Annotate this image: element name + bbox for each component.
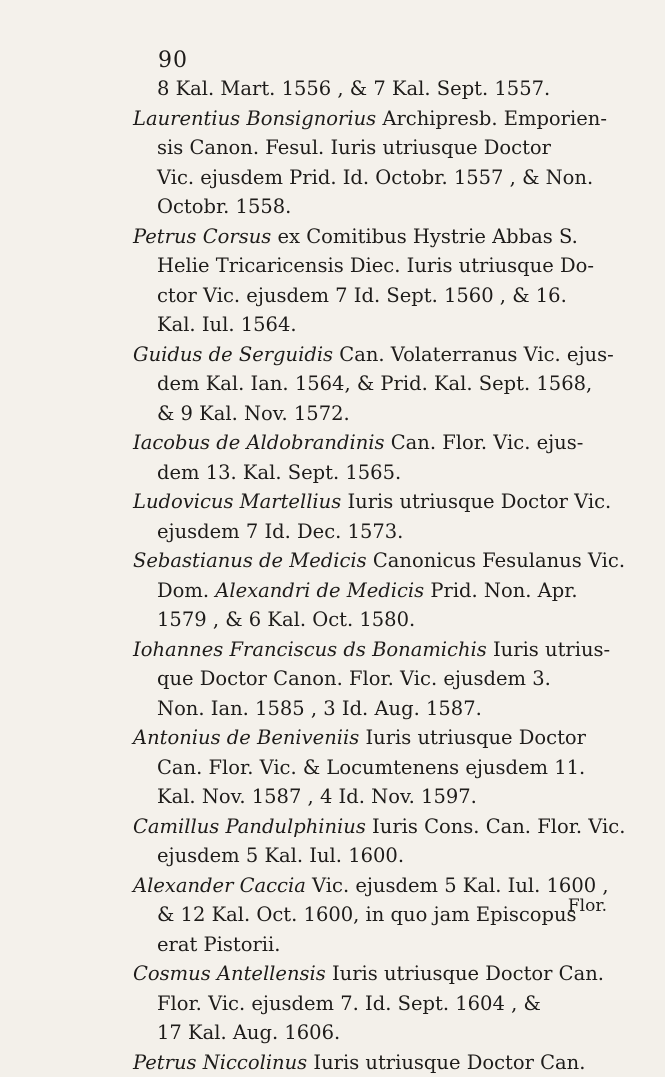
entry-line xyxy=(133,133,628,163)
italic-name: Cosmus Antellensis xyxy=(133,962,326,985)
italic-name: Ludovicus Martellius xyxy=(133,490,341,513)
roman-text: ex Comitibus Hystrie Abbas S. xyxy=(271,225,578,248)
roman-text: Kal. Iul. 1564. xyxy=(157,313,297,336)
roman-text: Can. Flor. Vic. ejus- xyxy=(385,431,584,454)
entry-line xyxy=(133,989,628,1019)
line-text xyxy=(133,871,609,901)
line-text xyxy=(157,664,551,694)
entry-line xyxy=(133,399,628,429)
entry-line xyxy=(133,930,628,960)
entry-first-line xyxy=(133,635,628,665)
entry-first-line xyxy=(133,487,628,517)
entry-first-line xyxy=(133,959,628,989)
italic-name: Laurentius Bonsignorius xyxy=(133,107,376,130)
line-text xyxy=(133,635,610,665)
italic-name: Camillus Pandulphinius xyxy=(133,815,366,838)
roman-text: Canonicus Fesulanus Vic. xyxy=(367,549,625,572)
entry-first-line xyxy=(133,812,628,842)
roman-text: Kal. Nov. 1587 , 4 Id. Nov. 1597. xyxy=(157,785,477,808)
entry-first-line xyxy=(133,104,628,134)
roman-text: que Doctor Canon. Flor. Vic. ejusdem 3. xyxy=(157,667,551,690)
line-text xyxy=(157,841,404,871)
line-text xyxy=(133,487,611,517)
entry-line xyxy=(133,841,628,871)
italic-name: Antonius de Beniveniis xyxy=(133,726,359,749)
entry-line xyxy=(133,458,628,488)
line-text xyxy=(157,900,577,930)
line-text xyxy=(133,428,583,458)
roman-text: 1579 , & 6 Kal. Oct. 1580. xyxy=(157,608,415,631)
entry-first-line xyxy=(133,340,628,370)
entry-line xyxy=(133,694,628,724)
line-text xyxy=(157,989,541,1019)
entry-line xyxy=(133,605,628,635)
italic-name: Guidus de Serguidis xyxy=(133,343,333,366)
line-text xyxy=(157,192,291,222)
italic-name: Iacobus de Aldobrandinis xyxy=(133,431,385,454)
entry-first-line xyxy=(133,1048,628,1077)
line-text xyxy=(133,546,625,576)
line-text xyxy=(133,1048,585,1077)
line-text xyxy=(133,222,578,252)
roman-text: Iuris utriusque Doctor Can. xyxy=(307,1051,585,1074)
line-text xyxy=(157,1018,340,1048)
entry-first-line xyxy=(133,723,628,753)
entry-first-line xyxy=(133,222,628,252)
line-text xyxy=(133,104,607,134)
line-text xyxy=(157,310,297,340)
entry-line xyxy=(133,576,628,606)
roman-text: Iuris utriusque Doctor xyxy=(359,726,586,749)
roman-text: Non. Ian. 1585 , 3 Id. Aug. 1587. xyxy=(157,697,482,720)
entry-line xyxy=(133,192,628,222)
italic-name: Petrus Niccolinus xyxy=(133,1051,307,1074)
roman-text: erat Pistorii. xyxy=(157,933,280,956)
roman-text: Helie Tricaricensis Diec. Iuris utriusque Do- xyxy=(157,254,594,277)
entry-first-line xyxy=(133,546,628,576)
roman-text: 8 Kal. Mart. 1556 , & 7 Kal. Sept. 1557. xyxy=(157,77,550,100)
catchword: Flor. xyxy=(568,896,607,916)
italic-name: Sebastianus de Medicis xyxy=(133,549,367,572)
roman-text: ejusdem 7 Id. Dec. 1573. xyxy=(157,520,403,543)
line-text xyxy=(157,782,477,812)
roman-text: Can. Volaterranus Vic. ejus- xyxy=(333,343,614,366)
line-text xyxy=(157,163,593,193)
entry-first-line xyxy=(133,428,628,458)
roman-text: Vic. ejusdem Prid. Id. Octobr. 1557 , & Non. xyxy=(157,166,593,189)
italic-name: Petrus Corsus xyxy=(133,225,271,248)
line-text xyxy=(157,930,280,960)
line-text xyxy=(157,369,592,399)
line-text xyxy=(157,133,551,163)
roman-text: Prid. Non. Apr. xyxy=(424,579,577,602)
line-text xyxy=(133,959,604,989)
entry-line xyxy=(133,369,628,399)
line-text xyxy=(157,517,403,547)
line-text xyxy=(133,812,625,842)
roman-text: dem Kal. Ian. 1564, & Prid. Kal. Sept. 1568, xyxy=(157,372,592,395)
roman-text: dem 13. Kal. Sept. 1565. xyxy=(157,461,401,484)
roman-text: Dom. xyxy=(157,579,215,602)
entry-line xyxy=(133,517,628,547)
line-text xyxy=(157,694,482,724)
entry-line xyxy=(133,1018,628,1048)
roman-text: Vic. ejusdem 5 Kal. Iul. 1600 , xyxy=(306,874,609,897)
italic-name: Alexander Caccia xyxy=(133,874,306,897)
line-text xyxy=(157,74,550,104)
roman-text: 17 Kal. Aug. 1606. xyxy=(157,1021,340,1044)
roman-text: Octobr. 1558. xyxy=(157,195,291,218)
roman-text: Archipresb. Emporien- xyxy=(376,107,607,130)
roman-text: Iuris Cons. Can. Flor. Vic. xyxy=(366,815,626,838)
italic-name: Alexandri de Medicis xyxy=(215,579,424,602)
roman-text: sis Canon. Fesul. Iuris utriusque Doctor xyxy=(157,136,551,159)
entry-line xyxy=(133,251,628,281)
line-text xyxy=(133,340,614,370)
entry-line xyxy=(133,281,628,311)
line-text xyxy=(157,605,415,635)
roman-text: ejusdem 5 Kal. Iul. 1600. xyxy=(157,844,404,867)
roman-text: & 9 Kal. Nov. 1572. xyxy=(157,402,350,425)
line-text xyxy=(157,458,401,488)
roman-text: Flor. Vic. ejusdem 7. Id. Sept. 1604 , & xyxy=(157,992,541,1015)
line-text xyxy=(157,251,594,281)
entry-line xyxy=(133,163,628,193)
entry-first-line xyxy=(133,871,628,901)
page-number: 90 xyxy=(158,48,188,73)
entry-line xyxy=(133,74,628,104)
line-text xyxy=(157,399,350,429)
register-entries xyxy=(133,74,628,1077)
roman-text: Iuris utriusque Doctor Can. xyxy=(326,962,604,985)
roman-text: Can. Flor. Vic. & Locumtenens ejusdem 11. xyxy=(157,756,585,779)
line-text xyxy=(157,753,585,783)
line-text xyxy=(157,576,578,606)
line-text xyxy=(133,723,586,753)
entry-line xyxy=(133,310,628,340)
roman-text: & 12 Kal. Oct. 1600, in quo jam Episcopus xyxy=(157,903,577,926)
roman-text: Iuris utrius- xyxy=(487,638,610,661)
entry-line xyxy=(133,782,628,812)
line-text xyxy=(157,281,567,311)
roman-text: Iuris utriusque Doctor Vic. xyxy=(341,490,611,513)
entry-line xyxy=(133,664,628,694)
entry-line xyxy=(133,900,628,930)
roman-text: ctor Vic. ejusdem 7 Id. Sept. 1560 , & 16. xyxy=(157,284,567,307)
entry-line xyxy=(133,753,628,783)
italic-name: Iohannes Franciscus ds Bonamichis xyxy=(133,638,487,661)
